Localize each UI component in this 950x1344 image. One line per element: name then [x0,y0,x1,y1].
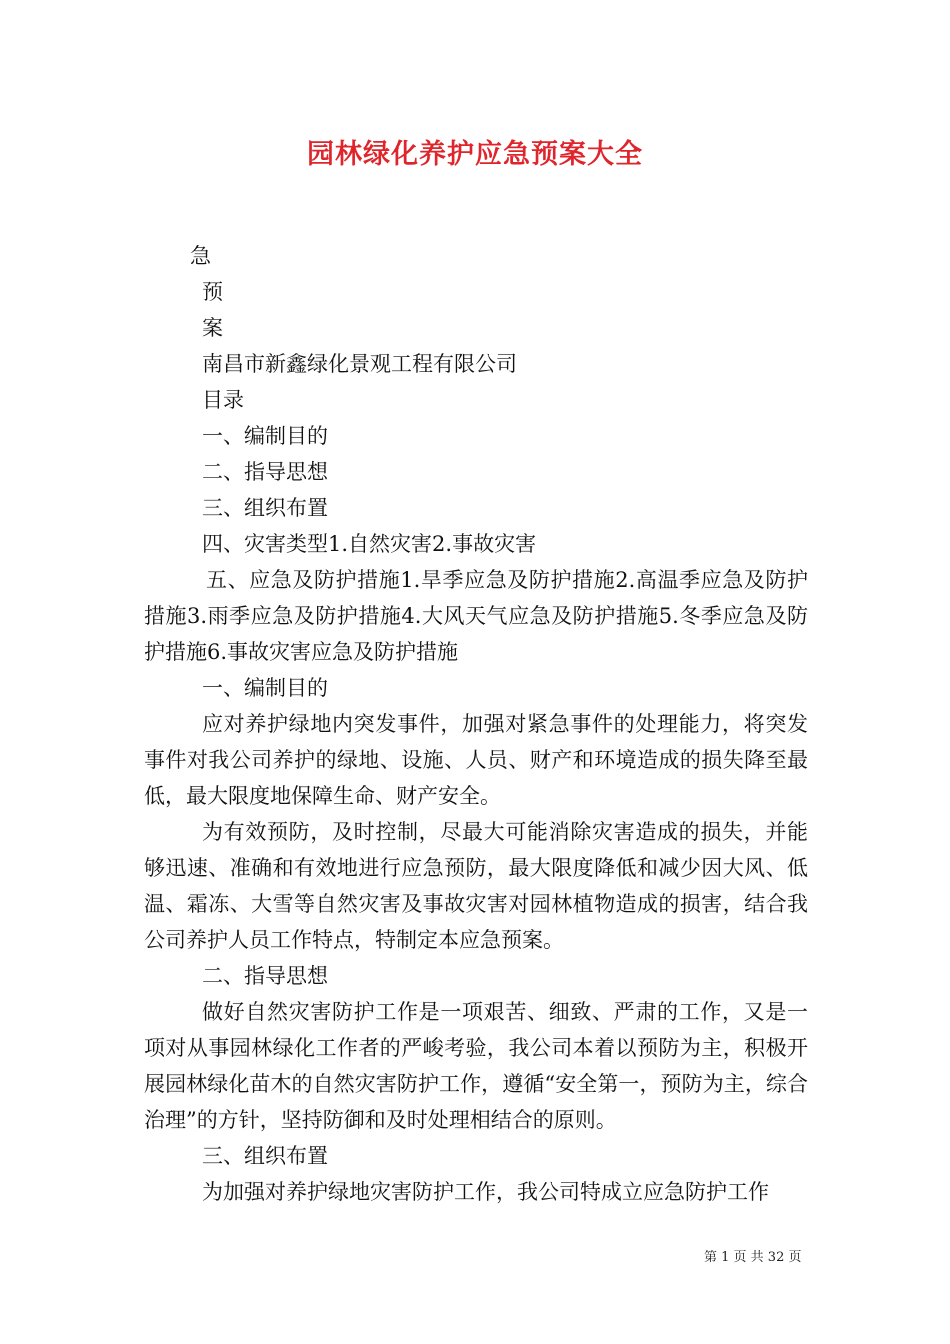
toc-item: 一、编制目的 [202,424,328,448]
cover-char-2: 预 [202,280,223,304]
section-paragraph: 为有效预防，及时控制，尽最大可能消除灾害造成的损失，并能够迅速、准确和有效地进行应急预防，最大限度降低和减少因大风、低温、霜冻、大雪等自然灾害及事故灾害对园林植物造成的损害，结合我公司养护人员工作特点，特制定本应急预案。 [144,820,808,952]
toc-item: 二、指导思想 [202,460,328,484]
section-paragraph: 做好自然灾害防护工作是一项艰苦、细致、严肃的工作，又是一项对从事园林绿化工作者的严峻考验，我公司本着以预防为主，积极开展园林绿化苗木的自然灾害防护工作，遵循“安全第一，预防为主，综合治理”的方针，坚持防御和及时处理相结合的原则。 [144,1000,808,1132]
toc-item: 三、组织布置 [202,496,328,520]
section-heading: 三、组织布置 [202,1144,328,1168]
section-heading: 一、编制目的 [202,676,328,700]
cover-char-3: 案 [202,316,223,340]
section-heading: 二、指导思想 [202,964,328,988]
toc-item: 五、应急及防护措施1.旱季应急及防护措施2.高温季应急及防护措施3.雨季应急及防护措施4.大风天气应急及防护措施5.冬季应急及防护措施6.事故灾害应急及防护措施 [144,568,808,664]
document-body [144,238,808,1210]
company-name: 南昌市新鑫绿化景观工程有限公司 [202,352,517,376]
toc-item: 四、灾害类型1.自然灾害2.事故灾害 [202,532,537,556]
section-paragraph: 应对养护绿地内突发事件，加强对紧急事件的处理能力，将突发事件对我公司养护的绿地、设施、人员、财产和环境造成的损失降至最低，最大限度地保障生命、财产安全。 [144,712,808,808]
page-footer: 第 1 页 共 32 页 [704,1250,802,1265]
cover-char-1: 急 [190,244,211,268]
document-title: 园林绿化养护应急预案大全 [307,139,643,170]
toc-heading: 目录 [202,388,244,412]
section-paragraph: 为加强对养护绿地灾害防护工作，我公司特成立应急防护工作 [202,1180,769,1204]
